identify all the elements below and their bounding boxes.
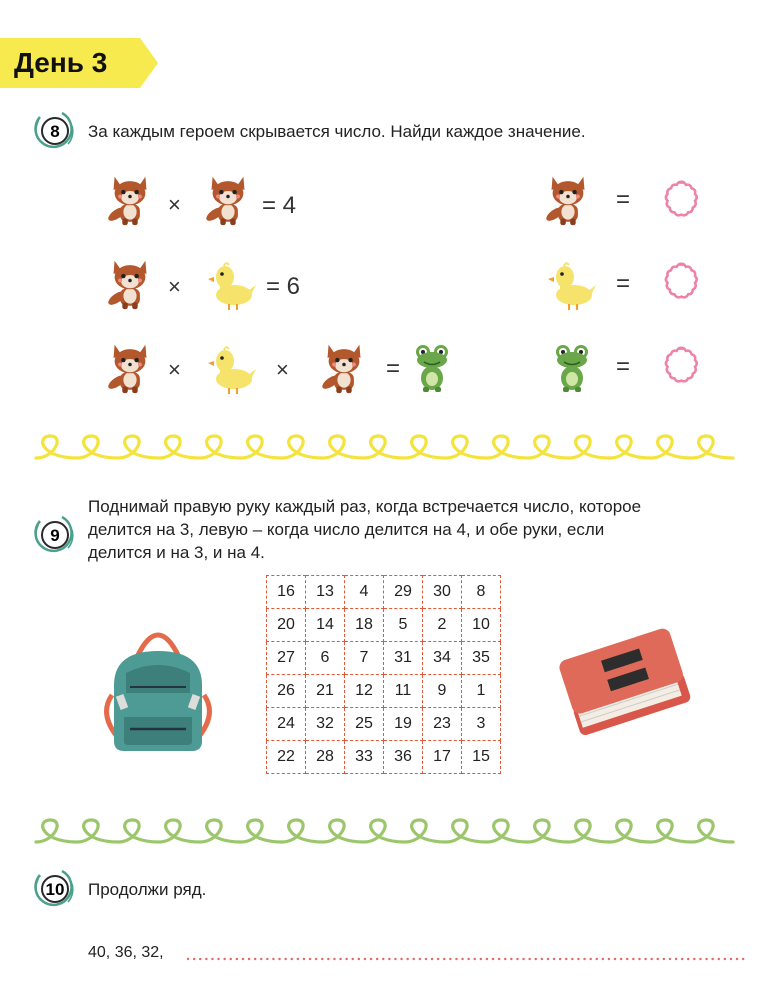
grid-cell: 34 (423, 642, 462, 675)
grid-cell: 23 (423, 708, 462, 741)
frog-icon (412, 340, 452, 398)
grid-cell: 14 (306, 609, 345, 642)
task10-instruction: Продолжи ряд. (88, 880, 207, 899)
grid-row (267, 609, 501, 642)
grid-cell: 16 (267, 576, 306, 609)
duck-icon (546, 256, 598, 318)
fox-icon (206, 172, 250, 232)
fox-icon (108, 172, 152, 232)
instruction-line: Поднимай правую руку каждый раз, когда встречается число, которое (88, 497, 642, 516)
grid-cell: 29 (384, 576, 423, 609)
grid-cell: 32 (306, 708, 345, 741)
fox-icon (108, 256, 152, 316)
answer-blob-icon[interactable] (655, 176, 703, 228)
task-number-badge (32, 512, 78, 558)
fox-icon (322, 340, 366, 400)
task-number-badge (32, 866, 78, 912)
grid-row (267, 675, 501, 708)
task-number: 9 (50, 526, 60, 545)
grid-row (267, 741, 501, 774)
grid-cell: 19 (384, 708, 423, 741)
grid-cell: 30 (423, 576, 462, 609)
grid-cell: 25 (345, 708, 384, 741)
grid-row (267, 708, 501, 741)
fox-icon (108, 340, 152, 400)
grid-cell: 5 (384, 609, 423, 642)
multiply-sign: × (168, 357, 181, 382)
multiply-sign: × (168, 192, 181, 217)
task-number: 10 (45, 880, 65, 899)
grid-cell: 17 (423, 741, 462, 774)
grid-cell: 1 (462, 675, 501, 708)
squiggle-divider (34, 812, 744, 856)
task-number: 8 (50, 122, 60, 141)
grid-cell: 11 (384, 675, 423, 708)
grid-row (267, 642, 501, 675)
grid-cell: 8 (462, 576, 501, 609)
task8-instruction: За каждым героем скрывается число. Найди каждое значение. (88, 122, 586, 141)
grid-cell: 28 (306, 741, 345, 774)
multiply-sign: × (276, 357, 289, 382)
equals-sign: = (616, 270, 631, 297)
day-title: День 3 (14, 47, 108, 78)
grid-cell: 35 (462, 642, 501, 675)
grid-cell: 31 (384, 642, 423, 675)
equals-sign: = (616, 353, 631, 380)
answer-blob-icon[interactable] (655, 258, 703, 310)
instruction-line: делится и на 3, и на 4. (88, 543, 265, 562)
grid-cell: 15 (462, 741, 501, 774)
grid-cell: 13 (306, 576, 345, 609)
grid-cell: 10 (462, 609, 501, 642)
answer-blob-icon[interactable] (655, 342, 703, 394)
duck-icon (206, 256, 258, 318)
grid-cell: 24 (267, 708, 306, 741)
grid-cell: 26 (267, 675, 306, 708)
grid-cell: 7 (345, 642, 384, 675)
duck-icon (206, 340, 258, 402)
grid-cell: 20 (267, 609, 306, 642)
instruction-line: делится на 3, левую – когда число делится на 4, и обе руки, если (88, 520, 605, 539)
equation-result: = 4 (262, 192, 297, 219)
frog-icon (552, 340, 592, 398)
book-icon (556, 622, 700, 762)
backpack-icon (100, 625, 216, 755)
squiggle-divider (34, 428, 744, 472)
grid-cell: 21 (306, 675, 345, 708)
equation-result: = 6 (266, 273, 301, 300)
equals-sign: = (616, 186, 631, 213)
fox-icon (546, 172, 590, 232)
grid-cell: 36 (384, 741, 423, 774)
multiply-sign: × (168, 274, 181, 299)
grid-cell: 27 (267, 642, 306, 675)
grid-cell: 2 (423, 609, 462, 642)
grid-cell: 3 (462, 708, 501, 741)
grid-row (267, 576, 501, 609)
grid-cell: 33 (345, 741, 384, 774)
grid-cell: 22 (267, 741, 306, 774)
grid-cell: 18 (345, 609, 384, 642)
grid-cell: 4 (345, 576, 384, 609)
sequence-start: 40, 36, 32, (88, 944, 164, 961)
grid-cell: 6 (306, 642, 345, 675)
grid-cell: 12 (345, 675, 384, 708)
grid-cell: 9 (423, 675, 462, 708)
number-grid (266, 575, 501, 774)
equals-sign: = (386, 355, 401, 382)
task9-instruction (88, 495, 738, 564)
answer-dotted-line[interactable] (186, 955, 752, 963)
task-number-badge (32, 108, 78, 154)
